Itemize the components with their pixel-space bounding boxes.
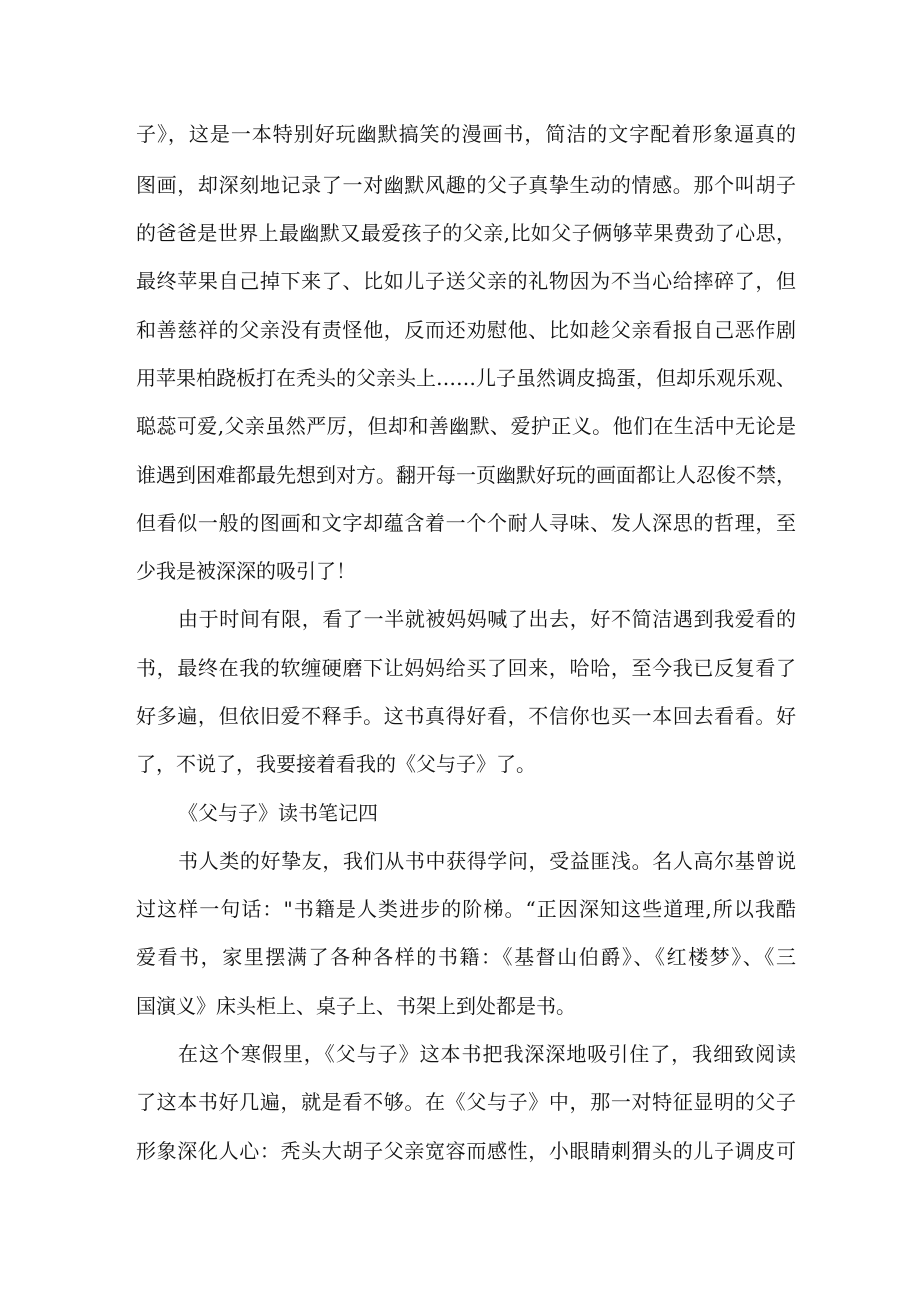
text-line: 国演义》床头柜上、桌子上、书架上到处都是书。 xyxy=(136,994,576,1018)
text-line: 图画，却深刻地记录了一对幽默风趣的父子真挚生动的情感。那个叫胡子 xyxy=(136,173,796,197)
text-line: 书人类的好挚友，我们从书中获得学问，受益匪浅。名人高尔基曾说 xyxy=(178,849,796,873)
text-line: 过这样一句话："书籍是人类进步的阶梯。“正因深知这些道理,所以我酷 xyxy=(136,897,796,921)
text-line: 谁遇到困难都最先想到对方。翻开每一页幽默好玩的画面都让人忍俊不禁， xyxy=(136,463,796,487)
text-line: 的爸爸是世界上最幽默又最爱孩子的父亲,比如父子俩够苹果费劲了心思， xyxy=(136,221,796,245)
text-line: 和善慈祥的父亲没有责怪他，反而还劝慰他、比如趁父亲看报自己恶作剧 xyxy=(136,318,796,342)
text-line: 书，最终在我的软缠硬磨下让妈妈给买了回来，哈哈，至今我已反复看了 xyxy=(136,656,796,680)
text-line: 了，不说了，我要接着看我的《父与子》了。 xyxy=(136,752,536,776)
text-line: 好多遍，但依旧爱不释手。这书真得好看，不信你也买一本回去看看。好 xyxy=(136,704,796,728)
text-line: 少我是被深深的吸引了！ xyxy=(136,559,356,583)
text-line: 爱看书，家里摆满了各种各样的书籍：《基督山伯爵》、《红楼梦》、《三 xyxy=(136,945,796,969)
text-line: 了这本书好几遍，就是看不够。在《父与子》中，那一对特征显明的父子 xyxy=(136,1090,796,1114)
text-line: 聪蕊可爱,父亲虽然严厉，但却和善幽默、爱护正义。他们在生活中无论是 xyxy=(136,414,796,438)
text-line: 由于时间有限，看了一半就被妈妈喊了出去，好不简洁遇到我爱看的 xyxy=(178,607,796,631)
text-line: 但看似一般的图画和文字却蕴含着一个个耐人寻味、发人深思的哲理，至 xyxy=(136,511,796,535)
section-heading: 《父与子》读书笔记四 xyxy=(178,801,378,825)
text-line: 用苹果柏跷板打在秃头的父亲头上……儿子虽然调皮捣蛋，但却乐观乐观、 xyxy=(136,366,796,390)
text-line: 在这个寒假里，《父与子》这本书把我深深地吸引住了，我细致阅读 xyxy=(178,1042,796,1066)
text-line: 最终苹果自己掉下来了、比如儿子送父亲的礼物因为不当心给摔碎了，但 xyxy=(136,269,796,293)
text-line: 子》，这是一本特别好玩幽默搞笑的漫画书，简洁的文字配着形象逼真的 xyxy=(136,122,796,146)
text-line: 形象深化人心：秃头大胡子父亲宽容而感性，小眼睛刺猬头的儿子调皮可 xyxy=(136,1139,796,1163)
